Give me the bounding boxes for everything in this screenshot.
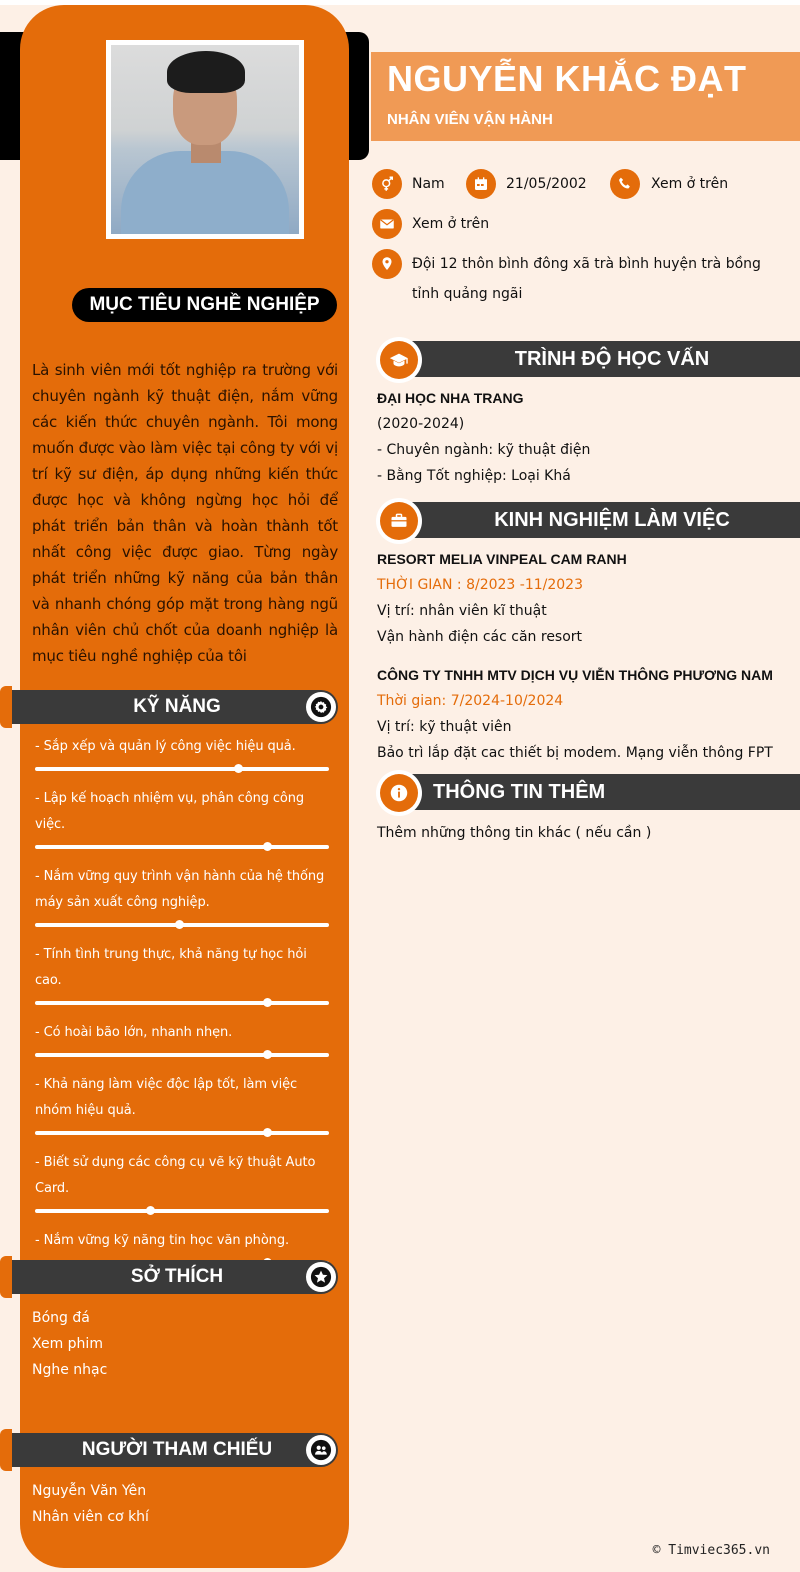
section-accent	[0, 1256, 12, 1298]
footer-credit: © Timviec365.vn	[652, 1543, 770, 1558]
hobbies-heading-bar	[12, 1260, 338, 1294]
skill-bar	[35, 1001, 329, 1005]
graduation-cap-icon	[376, 337, 422, 383]
skills-heading-bar	[12, 690, 338, 724]
skill-bar	[35, 923, 329, 927]
job-entry	[377, 546, 792, 650]
skill-label: - Có hoài bão lớn, nhanh nhẹn.	[35, 1025, 233, 1040]
skill-label: - Sắp xếp và quản lý công việc hiệu quả.	[35, 739, 296, 754]
job-time: THỜI GIAN : 8/2023 -11/2023	[377, 577, 584, 593]
skills-heading: KỸ NĂNG	[133, 696, 221, 717]
references-heading: NGƯỜI THAM CHIẾU	[81, 1439, 273, 1460]
education-heading: TRÌNH ĐỘ HỌC VẤN	[400, 341, 800, 377]
skill-knob	[146, 1206, 155, 1215]
skill-label: - Nắm vững kỹ năng tin học văn phòng.	[35, 1233, 290, 1248]
skill-knob	[263, 842, 272, 851]
candidate-name: NGUYỄN KHẮC ĐẠT	[387, 58, 747, 99]
hobbies-heading: SỞ THÍCH	[130, 1266, 224, 1287]
skill-item	[35, 786, 329, 849]
candidate-role: NHÂN VIÊN VẬN HÀNH	[387, 111, 553, 128]
email-icon	[372, 209, 402, 239]
location-icon	[372, 249, 402, 279]
briefcase-icon	[376, 498, 422, 544]
info-icon	[376, 770, 422, 816]
profile-photo-frame	[106, 40, 304, 239]
skill-label: - Lập kế hoạch nhiệm vụ, phân công công việc.	[35, 791, 305, 832]
skill-knob	[234, 764, 243, 773]
skill-bar	[35, 1209, 329, 1213]
hobby-item: Xem phim	[32, 1336, 103, 1352]
reference-name: Nguyễn Văn Yên	[32, 1483, 147, 1499]
skill-bar	[35, 1131, 329, 1135]
skill-bar	[35, 767, 329, 771]
job-description: Vận hành điện các căn resort	[377, 629, 583, 645]
education-block	[377, 385, 792, 489]
skill-item	[35, 864, 329, 927]
objective-text: Là sinh viên mới tốt nghiệp ra trường với chuyên ngành kỹ thuật điện, nắm vững các kiến thức chuyên ngành. Tôi mong muốn được vào làm việc tại công ty với vị trí kỹ sư điện, áp dụng những kiến thức được học và không ngừng học hỏi để phát triển bản thân và hoàn thành tốt nhất công việc được giao. Từng ngày phát triển những kỹ năng của bản thân và nhanh chóng góp mặt trong hàng ngũ nhân viên chủ chốt của doanh nghiệp là mục tiêu nghề nghiệp của tôi	[32, 361, 338, 665]
school-name: ĐẠI HỌC NHA TRANG	[377, 390, 524, 406]
skill-bar	[35, 845, 329, 849]
phone-value: Xem ở trên	[651, 176, 729, 192]
skill-label: - Khả năng làm việc độc lập tốt, làm việc nhóm hiệu quả.	[35, 1077, 298, 1118]
skill-item	[35, 942, 329, 1005]
email-value: Xem ở trên	[412, 216, 490, 232]
job-position: Vị trí: nhân viên kĩ thuật	[377, 603, 547, 619]
section-accent	[0, 1429, 12, 1471]
gear-icon	[306, 692, 336, 722]
skill-label: - Biết sử dụng các công cụ vẽ kỹ thuật Auto Card.	[35, 1155, 316, 1196]
hobby-item: Nghe nhạc	[32, 1362, 108, 1378]
job-company: RESORT MELIA VINPEAL CAM RANH	[377, 551, 627, 567]
skill-knob	[263, 1050, 272, 1059]
reference-role: Nhân viên cơ khí	[32, 1509, 149, 1525]
objective-heading: MỤC TIÊU NGHỀ NGHIỆP	[72, 288, 337, 322]
hobbies-list	[32, 1305, 332, 1383]
experience-heading: KINH NGHIỆM LÀM VIỆC	[400, 502, 800, 538]
extra-section-header	[376, 770, 800, 814]
skill-item	[35, 734, 329, 771]
star-icon	[306, 1262, 336, 1292]
people-icon	[306, 1435, 336, 1465]
skill-knob	[175, 920, 184, 929]
extra-heading: THÔNG TIN THÊM	[400, 774, 800, 810]
skill-item	[35, 1020, 329, 1057]
extra-text: Thêm những thông tin khác ( nếu cần )	[377, 825, 652, 841]
skill-bar	[35, 1053, 329, 1057]
education-section-header	[376, 337, 800, 381]
experience-section-header	[376, 498, 800, 542]
education-period: (2020-2024)	[377, 416, 465, 432]
section-accent	[0, 686, 12, 728]
phone-icon	[610, 169, 640, 199]
hobby-item: Bóng đá	[32, 1310, 90, 1326]
skill-item	[35, 1150, 329, 1213]
job-time: Thời gian: 7/2024-10/2024	[377, 693, 564, 709]
job-position: Vị trí: kỹ thuật viên	[377, 719, 512, 735]
gender-icon	[372, 169, 402, 199]
references-list	[32, 1478, 332, 1530]
skill-label: - Tính tình trung thực, khả năng tự học hỏi cao.	[35, 947, 307, 988]
birthday-value: 21/05/2002	[506, 176, 587, 192]
references-heading-bar	[12, 1433, 338, 1467]
job-description: Bảo trì lắp đặt cac thiết bị modem. Mạng viễn thông FPT	[377, 745, 773, 761]
job-company: CÔNG TY TNHH MTV DỊCH VỤ VIỄN THÔNG PHƯƠNG NAM	[377, 667, 773, 683]
education-major: - Chuyên ngành: kỹ thuật điện	[377, 442, 591, 458]
skill-label: - Nắm vững quy trình vận hành của hệ thống máy sản xuất công nghiệp.	[35, 869, 325, 910]
skill-knob	[263, 998, 272, 1007]
profile-photo	[111, 45, 299, 234]
calendar-icon	[466, 169, 496, 199]
job-entry	[377, 662, 792, 766]
skill-knob	[263, 1128, 272, 1137]
sidebar	[20, 5, 349, 1568]
skills-list	[35, 734, 329, 1280]
skill-item	[35, 1072, 329, 1135]
education-degree: - Bằng Tốt nghiệp: Loại Khá	[377, 468, 571, 484]
header-band	[371, 52, 800, 141]
gender-value: Nam	[412, 176, 445, 192]
address-value: Đội 12 thôn bình đông xã trà bình huyện trà bồng tỉnh quảng ngãi	[412, 256, 761, 302]
